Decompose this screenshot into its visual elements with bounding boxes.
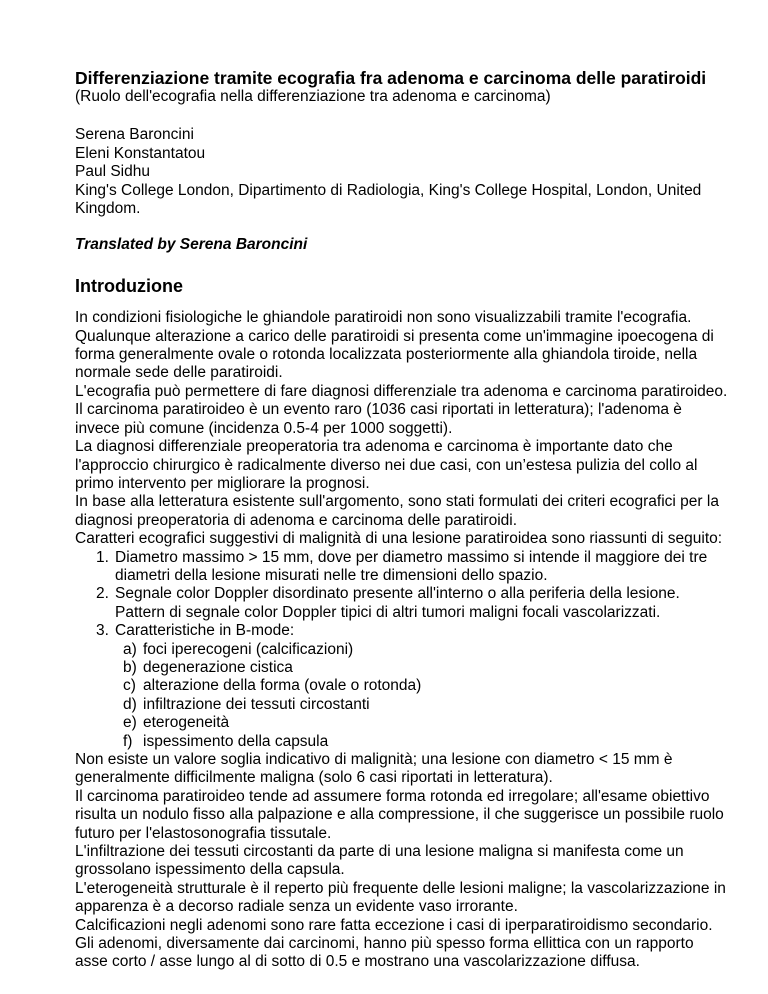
bmode-sublist [75,641,730,751]
list-item [75,677,730,695]
list-letter: d) [123,695,137,713]
paragraph: Il carcinoma paratiroideo è un evento raro (1036 casi riportati in letteratura); l'adenoma è invece più comune (incidenza 0.5-4 per 1000 soggetti). [75,401,682,437]
list-letter: f) [123,732,133,750]
list-number: 1. [96,548,109,566]
list-letter: e) [123,714,137,732]
list-item [75,733,730,751]
list-letter: a) [123,640,137,658]
list-item-text: Segnale color Doppler disordinato presente all'interno o alla periferia della lesione. Pattern di segnale color Doppler tipici di altri tumori maligni focali vascolarizzati. [115,585,680,621]
list-number: 2. [96,585,109,603]
document-title: Differenziazione tramite ecografia fra adenoma e carcinoma delle paratiroidi [75,68,707,88]
paragraph: L'ecografia può permettere di fare diagnosi differenziale tra adenoma e carcinoma paratiroideo. [75,382,728,400]
criteria-list [75,549,730,641]
list-item [75,714,730,732]
list-item [75,585,730,622]
list-item-text: degenerazione cistica [143,658,293,676]
paragraph: Il carcinoma paratiroideo tende ad assumere forma rotonda ed irregolare; all'esame obiettivo risulta un nodulo fisso alla palpazione e alla compressione, il che suggerisce un possibile ruolo futuro per l'elastosonografia tissutale. [75,787,724,842]
document-subtitle: (Ruolo dell'ecografia nella differenziazione tra adenoma e carcinoma) [75,88,551,105]
author-name: Paul Sidhu [75,163,150,181]
paragraph: L'infiltrazione dei tessuti circostanti da parte di una lesione maligna si manifesta come un grossolano ispessimento della capsula. [75,843,684,879]
list-item-text: Caratteristiche in B-mode: [115,622,295,640]
list-item-text: Diametro massimo > 15 mm, dove per diametro massimo si intende il maggiore dei tre diametri della lesione misurati nelle tre dimensioni dello spazio. [115,548,708,584]
paragraph: Non esiste un valore soglia indicativo di malignità; una lesione con diametro < 15 mm è generalmente difficilmente maligna (solo 6 casi riportati in letteratura). [75,751,673,787]
author-name: Serena Baroncini [75,126,194,144]
list-item-text: eterogeneità [143,714,230,732]
author-affiliation: King's College London, Dipartimento di Radiologia, King's College Hospital, London, United Kingdom. [75,181,702,218]
list-item [75,641,730,659]
paragraph: Calcificazioni negli adenomi sono rare fatta eccezione i casi di iperparatiroidismo secondario. [75,916,713,934]
list-item [75,696,730,714]
list-item [75,659,730,677]
list-letter: c) [123,677,136,695]
list-item-text: foci iperecogeni (calcificazioni) [143,640,354,658]
paragraph: In base alla letteratura esistente sull'argomento, sono stati formulati dei criteri ecografici per la diagnosi preoperatoria di adenoma e carcinoma delle paratiroidi. [75,493,719,529]
paragraph: In condizioni fisiologiche le ghiandole paratiroidi non sono visualizzabili tramite l'ecografia. Qualunque alterazione a carico delle paratiroidi si presenta come un'immagine ipoecogena di forma generalmente ovale o rotonda localizzata posteriormente alla ghiandola tiroide, nella normale sede delle paratiroidi. [75,309,714,382]
list-item [75,622,730,640]
document-page [75,68,730,972]
list-item-text: infiltrazione dei tessuti circostanti [143,695,370,713]
list-item-text: ispessimento della capsula [143,732,329,750]
paragraph: L'eterogeneità strutturale è il reperto più frequente delle lesioni maligne; la vascolarizzazione in apparenza è a decorso radiale senza un evidente vaso irrorante. [75,879,726,916]
author-name: Eleni Konstantatou [75,144,206,162]
paragraph: Caratteri ecografici suggestivi di malignità di una lesione paratiroidea sono riassunti di seguito: [75,530,723,548]
intro-body [75,309,730,972]
list-letter: b) [123,658,137,676]
list-item [75,549,730,586]
list-item-text: alterazione della forma (ovale o rotonda) [143,677,422,695]
translator-credit: Translated by Serena Baroncini [75,236,308,254]
section-heading: Introduzione [75,275,183,296]
paragraph: Gli adenomi, diversamente dai carcinomi, hanno più spesso forma ellittica con un rapporto asse corto / asse lungo al di sotto di 0.5 e mostrano una vascolarizzazione diffusa. [75,935,694,971]
author-block [75,126,730,218]
list-number: 3. [96,622,109,640]
paragraph: La diagnosi differenziale preoperatoria tra adenoma e carcinoma è importante dato che l'approccio chirurgico è radicalmente diverso nei due casi, con un’estesa pulizia del collo al primo intervento per migliorare la prognosi. [75,438,698,492]
